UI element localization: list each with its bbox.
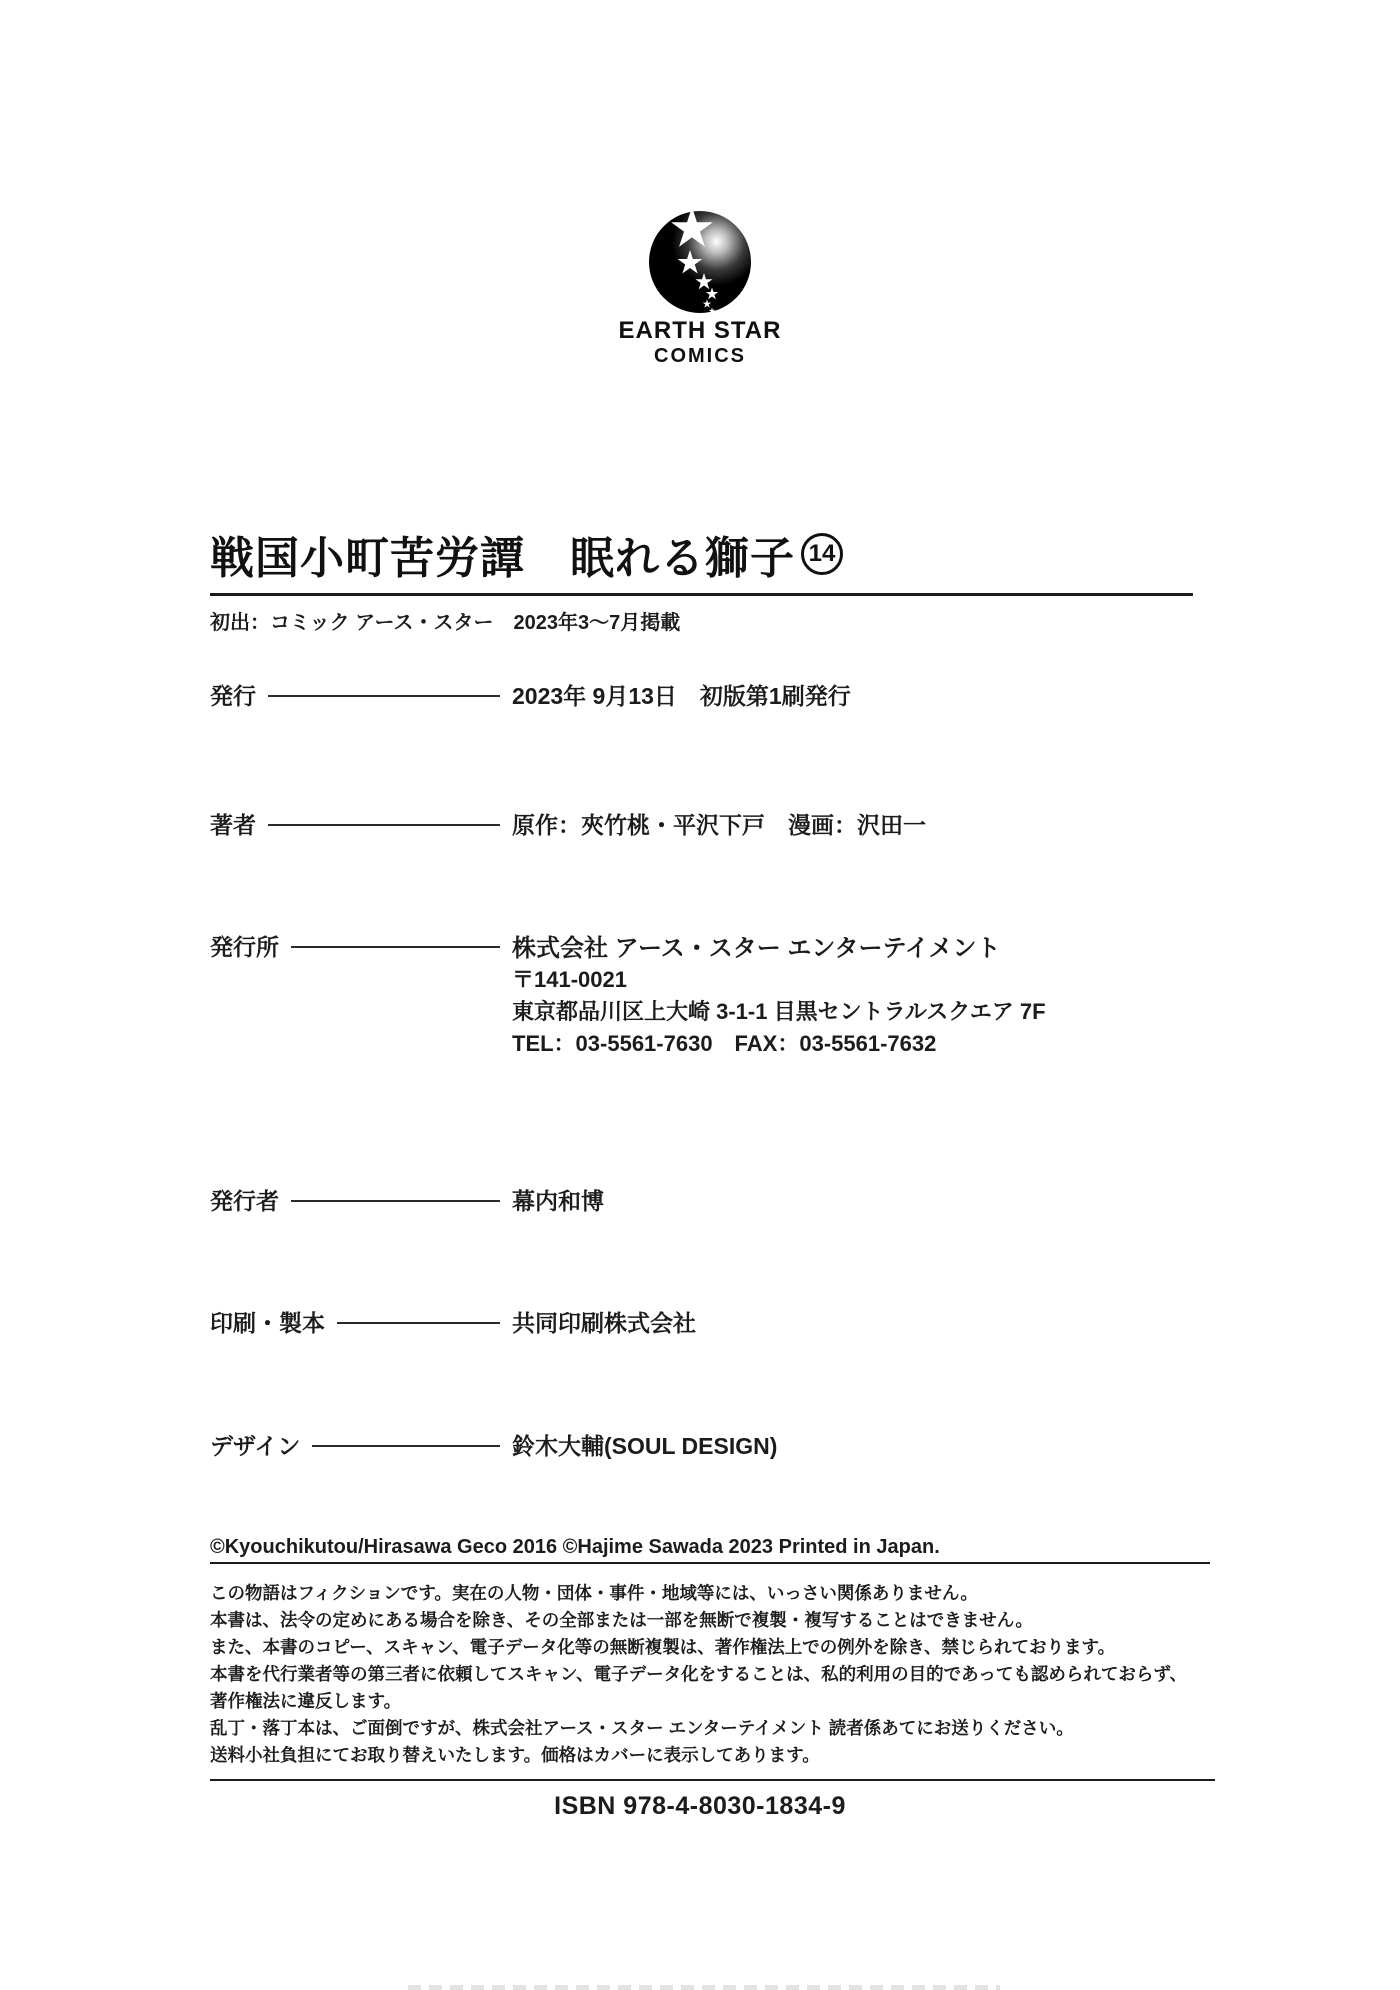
leader-line [291,946,500,948]
legal-line: また、本書のコピー、スキャン、電子データ化等の無断複製は、著作権法上での例外を除き、禁じられております。 [210,1637,1116,1657]
leader-line [312,1445,500,1447]
legal-line: 著作権法に違反します。 [210,1691,402,1711]
legal-line: 送料小社負担にてお取り替えいたします。価格はカバーに表示してあります。 [210,1745,820,1765]
row-label: 著者 [210,812,256,838]
colophon-row-design [210,1428,1210,1461]
row-head [210,929,512,962]
colophon-row-publisher [210,928,1210,963]
legal-line: 本書を代行業者等の第三者に依頼してスキャン、電子データ化をすることは、私的利用の目的であっても認められておらず、 [210,1664,1188,1684]
book-title-text: 戦国小町苦労譚 眠れる獅子 [210,534,795,583]
row-value: 鈴木大輔(SOUL DESIGN) [512,1433,778,1459]
colophon-row-printing [210,1305,1210,1338]
postal-code: 〒141-0021 [512,967,627,992]
leader-line [337,1322,500,1324]
row-value: 共同印刷株式会社 [512,1310,696,1336]
legal-line: 本書は、法令の定めにある場合を除き、その全部または一部を無断で複製・複写することはできません。 [210,1610,1033,1630]
legal-notice-block [210,1580,1270,1769]
row-value: 幕内和博 [512,1188,604,1214]
copyright-line: ©Kyouchikutou/Hirasawa Geco 2016 ©Hajime Sawada 2023 Printed in Japan. [210,1536,940,1558]
publisher-logo [560,205,840,368]
logo-text-comics: COMICS [654,345,746,367]
row-label: デザイン [210,1433,301,1459]
first-publication-note: 初出：コミック アース・スター 2023年3～7月掲載 [210,612,681,634]
book-title [210,522,1210,586]
leader-line [291,1200,500,1202]
isbn-number: ISBN 978-4-8030-1834-9 [554,1792,846,1820]
colophon-row-author [210,807,1210,840]
colophon-row-published [210,678,1210,711]
legal-line: この物語はフィクションです。実在の人物・団体・事件・地域等には、いっさい関係ありません。 [210,1583,978,1603]
row-head [210,807,512,840]
row-label: 発行者 [210,1188,279,1214]
row-label: 発行所 [210,934,279,960]
logo-text-earth-star: EARTH STAR [618,317,782,344]
tel-fax: TEL：03-5561-7630 FAX：03-5561-7632 [512,1031,937,1056]
legal-line: 乱丁・落丁本は、ご面倒ですが、株式会社アース・スター エンターテイメント 読者係あてにお送りください。 [210,1718,1074,1738]
row-value: 原作：夾竹桃・平沢下戸 漫画：沢田一 [512,812,926,838]
leader-line [268,824,500,826]
leader-line [268,695,500,697]
row-head [210,678,512,711]
row-head [210,1428,512,1461]
publisher-address-block [512,964,1046,1060]
isbn-divider-rule [210,1779,1215,1781]
earth-star-sphere-icon [646,205,754,313]
legal-divider-rule [210,1562,1210,1564]
row-value: 2023年 9月13日 初版第1刷発行 [512,683,851,709]
colophon-row-issuer [210,1183,1210,1216]
row-head [210,1305,512,1338]
street-address: 東京都品川区上大崎 3-1-1 目黒セントラルスクエア 7F [512,999,1046,1024]
row-label: 発行 [210,683,256,709]
row-head [210,1183,512,1216]
row-value: 株式会社 アース・スター エンターテイメント [512,935,1001,962]
volume-number-badge: 14 [801,533,843,575]
title-divider-rule [210,593,1193,596]
row-label: 印刷・製本 [210,1310,325,1336]
cut-off-print-edge [408,1985,1000,1990]
